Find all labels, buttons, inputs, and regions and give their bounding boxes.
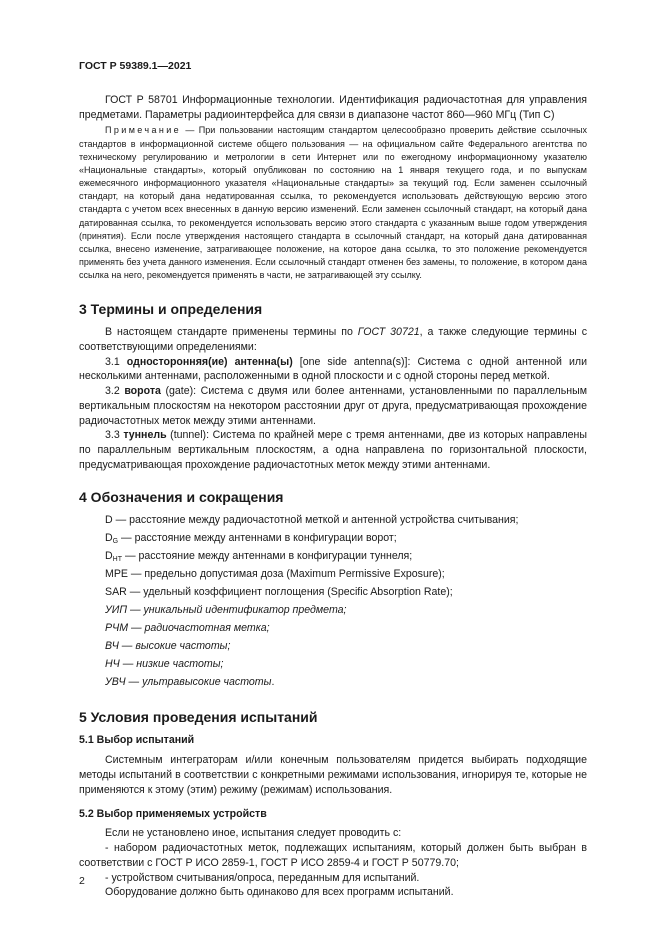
abbr-dht: $D_{НТ}$ — расстояние между антеннами в конфигурации туннеля; — [105, 550, 413, 564]
page-number: 2 — [79, 875, 85, 887]
subsection-5-2-item-2: - устройством считывания/опроса, переданным для испытаний. — [105, 871, 420, 884]
abbr-uip: УИП — уникальный идентификатор предмета; — [105, 604, 347, 617]
term-3-2-name: ворота — [124, 385, 161, 398]
abbr-vch: ВЧ — высокие частоты; — [105, 640, 231, 653]
abbr-mpe: MPE — предельно допустимая доза (Maximum Permissive Exposure); — [105, 568, 445, 581]
note-paragraph — [79, 124, 587, 282]
term-3-2: 3.2 ворота (gate): Система с двумя или более антеннами, установленными по параллельным вертикальным плоскостям на некотором расстоянии друг от друга, предусматривающая прохождение радиочастотных меток между этими антеннами. — [79, 385, 588, 427]
abbr-uvch: УВЧ — ультравысокие частоты. — [105, 676, 275, 689]
section-5-title: 5 Условия проведения испытаний — [79, 709, 318, 726]
term-3-3: 3.3 туннель (tunnel): Система по крайней мере с тремя антеннами, две из которых направлены по параллельным вертикальным плоскостям, а одна направлена по горизонтальной плоскости, предусматривающая прохождение радиочастотных меток между этими антеннами. — [79, 429, 588, 471]
gost-30721-ref: ГОСТ 30721 — [357, 326, 420, 339]
section-4-title: 4 Обозначения и сокращения — [79, 489, 284, 506]
subsection-5-1-title: 5.1 Выбор испытаний — [79, 734, 195, 747]
abbr-sar: SAR — удельный коэффициент поглощения (Specific Absorption Rate); — [105, 586, 453, 599]
abbreviation-list — [79, 511, 587, 691]
term-3-3-name: туннель — [123, 429, 167, 442]
subsection-5-2-item-1: - набором радиочастотных меток, подлежащих испытаниям, который должен быть выбран в соответствии с ГОСТ Р ИСО 2859-1, ГОСТ Р ИСО 2859-4 и ГОСТ Р 50779.70; — [79, 842, 587, 869]
term-3-1-name: односторонняя(ие) антенна(ы) — [126, 355, 293, 368]
reference-entry: ГОСТ Р 58701 Информационные технологии. Идентификация радиочастотная для управления предметами. Параметры радиоинтерфейса для связи в диапазоне частот 860—960 МГц (Тип С) — [79, 94, 587, 121]
note-text: — При пользовании настоящим стандартом целесообразно проверить действие ссылочных стандартов в информационной системе общего пользования — на официальном сайте Федерального агентства по техническому регулированию и метрологии в сети Интернет или по ежегодному информационному указателю «Национальные стандарты», который опубликован по состоянию на 1 января текущего года, и по выпускам ежемесячного информационного указателя «Национальные стандарты» за текущий год. Если заменен ссылочный стандарт, на который дана недатированная ссылка, то рекомендуется использовать действующую версию этого стандарта с учетом всех внесенных в данную версию изменений. Если заменен ссылочный стандарт, на который дана датированная ссылка, то рекомендуется использовать версию этого стандарта с указанным выше годом утверждения (принятия). Если после утверждения настоящего стандарта в ссылочный стандарт, на который дана датированная ссылка, внесено изменение, затрагивающее положение, на которое дана ссылка, то это положение рекомендуется применять без учета данного изменения. Если ссылочный стандарт отменен без замены, то положение, в котором дана ссылка на него, рекомендуется применять в части, не затрагивающей эту ссылку. — [79, 125, 587, 281]
standard-header: ГОСТ Р 59389.1—2021 — [79, 60, 192, 72]
abbr-dg: $D_G$ — расстояние между антеннами в конфигурации ворот; — [105, 532, 397, 546]
section-3-title: 3 Термины и определения — [79, 301, 263, 318]
abbr-d: D — расстояние между радиочастотной меткой и антенной устройства считывания; — [105, 514, 519, 527]
abbr-rchm: РЧМ — радиочастотная метка; — [105, 622, 270, 635]
term-3-1: 3.1 односторонняя(ие) антенна(ы) [one side antenna(s)]: Система с одной антенной или несколькими антеннами, расположенными в одной плоскости и с одной стороны перед меткой. — [79, 355, 587, 383]
note-label: Примечание — [105, 125, 182, 136]
page-content — [79, 93, 587, 900]
subsection-5-2-title: 5.2 Выбор применяемых устройств — [79, 808, 267, 821]
section-3-intro: В настоящем стандарте применены термины по ГОСТ 30721, а также следующие термины с соответствующими определениями: — [79, 326, 587, 353]
subsection-5-1-text: Системным интеграторам и/или конечным пользователям придется выбирать подходящие методы испытаний в соответствии с конкретными режимами использования, игнорируя те, которые не применяются к этому (этим) режиму (режимам) использования. — [79, 754, 587, 796]
abbr-nch: НЧ — низкие частоты; — [105, 658, 224, 671]
subsection-5-2-intro: Если не установлено иное, испытания следует проводить с: — [105, 827, 402, 840]
subsection-5-2-closing: Оборудование должно быть одинаково для всех программ испытаний. — [105, 886, 454, 899]
